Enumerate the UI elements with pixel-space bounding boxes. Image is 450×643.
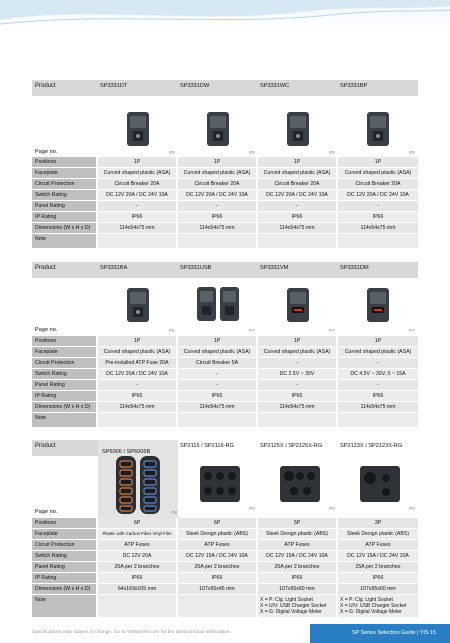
- cell-value: 1P: [213, 159, 221, 165]
- row-label: Faceplate: [35, 531, 58, 537]
- row-label: Switch Rating: [35, 192, 67, 198]
- cell-value: Plastic with Carbon Fiber Vinyl Film: [102, 531, 172, 536]
- product-image-sp2116: [200, 466, 240, 502]
- cell-value: 114x54x75 mm: [279, 225, 315, 231]
- product-label: Product: [35, 83, 56, 89]
- cell-value: Curved shaped plastic (ASA): [103, 170, 171, 176]
- cell-value: Sleek Design plastic (ABS): [347, 531, 409, 537]
- page-ref: P7: [329, 328, 335, 333]
- footer-page-label: SP Series Selection Guide | YIS 15: [352, 630, 436, 636]
- product-image-sp3331dm: [367, 288, 389, 322]
- cell-value: IP66: [372, 393, 384, 399]
- row-label: Circuit Protection: [35, 542, 75, 548]
- cell-value: 114x54x75 mm: [279, 404, 315, 410]
- note-line: X = G: Digital Voltage Meter: [340, 609, 402, 615]
- cell-value: IP66: [211, 214, 223, 220]
- ip-rating-row: [32, 391, 418, 401]
- cell-value: DC 12V 15A / DC 24V 10A: [266, 553, 328, 559]
- cell-value: IP66: [211, 575, 223, 581]
- cell-value: 25A per 2 branches: [194, 564, 240, 570]
- cell-value: 1P: [293, 338, 301, 344]
- cell-value: IP66: [131, 214, 143, 220]
- row-label: Dimensions (W x H x D): [35, 586, 91, 592]
- product-section-1: [32, 80, 418, 250]
- product-name: SP3331USB: [180, 265, 212, 271]
- page-ref: P7: [249, 328, 255, 333]
- row-label: Note: [35, 415, 46, 421]
- cell-value: Circuit Breaker 5A: [195, 360, 239, 366]
- cell-value: 114x54x75 mm: [119, 225, 155, 231]
- product-image-sp3331usb: [197, 286, 239, 322]
- circuit-protection-row: [32, 540, 418, 550]
- product-label: Product: [35, 443, 56, 449]
- page-ref: P8: [171, 510, 177, 515]
- cell-value: 1P: [133, 159, 141, 165]
- cell-value: Sleek Design plastic (ABS): [266, 531, 328, 537]
- cell-value: DC 12V 20A / DC 24V 10A: [186, 192, 248, 198]
- cell-value: Pre-installed ATP Fuse 20A: [105, 360, 169, 366]
- cell-value: IP66: [291, 393, 303, 399]
- product-image-sp6006: [116, 456, 162, 514]
- cell-value: IP66: [372, 214, 384, 220]
- panel-rating-row: [32, 380, 418, 390]
- footer-disclaimer: Specifications may subject to change. Go to YISMarine.com for the latest product information.: [32, 630, 231, 635]
- page-ref: P7: [409, 328, 415, 333]
- note-row: [32, 595, 418, 617]
- cell-value: Circuit Breaker 20A: [114, 181, 160, 187]
- product-image-sp3331dw: [207, 112, 229, 146]
- switch-rating-row: [32, 369, 418, 379]
- cell-value: -: [377, 382, 379, 388]
- faceplate-row: [32, 529, 418, 539]
- cell-value: IP66: [291, 214, 303, 220]
- ip-rating-row: [32, 573, 418, 583]
- cell-value: 25A per 2 branches: [274, 564, 320, 570]
- circuit-protection-row: [32, 358, 418, 368]
- circuit-protection-row: [32, 179, 418, 189]
- product-name: SP2125X / SP2125X-RG: [260, 443, 323, 449]
- cell-value: Circuit Breaker 20A: [274, 181, 320, 187]
- row-label: Dimensions (W x H x D): [35, 404, 91, 410]
- cell-value: DC 12V 15A / DC 24V 10A: [347, 553, 409, 559]
- row-label: Circuit Protection: [35, 360, 75, 366]
- positions-row: [32, 336, 418, 346]
- row-label: Positions: [35, 338, 57, 344]
- cell-value: Curved shaped plastic (ASA): [263, 170, 331, 176]
- cell-value: Curved shaped plastic (ASA): [263, 349, 331, 355]
- cell-value: 114x54x75 mm: [199, 404, 235, 410]
- cell-value: 25A per 2 branches: [355, 564, 401, 570]
- cell-value: 6P: [133, 520, 141, 526]
- cell-value: 64x169x105 mm: [117, 586, 157, 592]
- cell-value: -: [296, 382, 298, 388]
- cell-value: 1P: [374, 159, 382, 165]
- cell-value: IP66: [131, 393, 143, 399]
- cell-value: Circuit Breaker 20A: [355, 181, 401, 187]
- cell-value: -: [377, 203, 379, 209]
- product-name: SP3331BP: [340, 83, 368, 89]
- note-line: X = U/V: USB Charger Socket: [260, 603, 327, 609]
- row-label: IP Rating: [35, 575, 57, 581]
- cell-value: 107x95x60 mm: [279, 586, 315, 592]
- cell-value: ATP Fuses: [284, 542, 310, 548]
- page-no-label: Page no.: [35, 327, 58, 333]
- top-wave-band: [0, 0, 450, 28]
- row-label: Panel Rating: [35, 203, 65, 209]
- positions-row: [32, 518, 418, 528]
- page-ref: P6: [169, 328, 175, 333]
- footer-page-tab: [310, 624, 450, 643]
- product-image-sp2125x: [280, 466, 320, 502]
- row-label: Panel Rating: [35, 564, 65, 570]
- page-ref: P9: [329, 506, 335, 511]
- note-row: [32, 234, 418, 248]
- cell-value: 6P: [213, 520, 221, 526]
- row-label: Positions: [35, 159, 57, 165]
- page-ref: P6: [329, 150, 335, 155]
- cell-value: Curved shaped plastic (ASA): [103, 349, 171, 355]
- cell-value: DC 12V 20A: [122, 553, 152, 559]
- note-line: X = P: Cig. Light Socket: [340, 597, 393, 603]
- dimensions-row: [32, 584, 418, 594]
- note-line: X = P: Cig. Light Socket: [260, 597, 313, 603]
- cell-value: Curved shaped plastic (ASA): [344, 349, 412, 355]
- row-label: Faceplate: [35, 170, 58, 176]
- product-name: SP3331DW: [180, 83, 210, 89]
- row-label: Switch Rating: [35, 371, 67, 377]
- row-label: Note: [35, 236, 46, 242]
- cell-value: ATP Fuses: [124, 542, 150, 548]
- cell-value: 1P: [374, 338, 382, 344]
- product-section-2: [32, 262, 418, 430]
- faceplate-row: [32, 347, 418, 357]
- product-name: SP3331BA: [100, 265, 128, 271]
- page-no-label: Page no.: [35, 149, 58, 155]
- cell-value: -: [216, 371, 218, 377]
- row-label: Faceplate: [35, 349, 58, 355]
- cell-value: IP66: [211, 393, 223, 399]
- section-header: [32, 440, 98, 456]
- cell-value: Curved shaped plastic (ASA): [183, 170, 251, 176]
- cell-value: 114x54x75 mm: [199, 225, 235, 231]
- panel-rating-row: [32, 201, 418, 211]
- note-line: X = G: Digital Voltage Meter: [260, 609, 322, 615]
- cell-value: -: [136, 382, 138, 388]
- product-section-3: [32, 440, 418, 618]
- cell-value: 3P: [374, 520, 382, 526]
- page-ref: P6: [169, 150, 175, 155]
- note-line: X = U/V: USB Charger Socket: [340, 603, 407, 609]
- cell-value: DC 12V 20A / DC 24V 10A: [106, 192, 168, 198]
- product-image-sp2123x: [360, 466, 400, 502]
- product-image-sp3331vm: [287, 288, 309, 322]
- cell-value: 114x54x75 mm: [119, 404, 155, 410]
- cell-value: DC 2.5V ~ 30V: [279, 371, 315, 377]
- switch-rating-row: [32, 190, 418, 200]
- cell-value: 114x54x75 mm: [360, 225, 396, 231]
- cell-value: DC 4.5V ~ 30V, 0 ~ 15A: [350, 371, 406, 377]
- cell-value: -: [377, 360, 379, 366]
- page-ref: P9: [409, 506, 415, 511]
- product-name: SP3331WC: [260, 83, 290, 89]
- cell-value: 1P: [133, 338, 141, 344]
- product-image-sp3331dt: [127, 112, 149, 146]
- cell-value: Sleek Design plastic (ABS): [186, 531, 248, 537]
- cell-value: IP66: [372, 575, 384, 581]
- positions-row: [32, 157, 418, 167]
- cell-value: -: [216, 203, 218, 209]
- cell-value: DC 12V 15A / DC 24V 10A: [186, 553, 248, 559]
- cell-value: ATP Fuses: [204, 542, 230, 548]
- row-label: Switch Rating: [35, 553, 67, 559]
- cell-value: -: [216, 382, 218, 388]
- cell-value: DC 12V 20A / DC 24V 10A: [266, 192, 328, 198]
- cell-value: -: [296, 360, 298, 366]
- panel-rating-row: [32, 562, 418, 572]
- cell-value: 5P: [293, 520, 301, 526]
- cell-value: DC 12V 20A / DC 24V 10A: [106, 371, 168, 377]
- product-image-sp3331ba: [127, 288, 149, 322]
- product-label: Product: [35, 265, 56, 271]
- row-label: IP Rating: [35, 393, 57, 399]
- product-name: SP3331DM: [340, 265, 369, 271]
- dimensions-row: [32, 223, 418, 233]
- page-ref: P6: [409, 150, 415, 155]
- note-row: [32, 413, 418, 427]
- cell-value: -: [296, 203, 298, 209]
- cell-value: Circuit Breaker 20A: [194, 181, 240, 187]
- cell-value: Curved shaped plastic (ASA): [344, 170, 412, 176]
- switch-rating-row: [32, 551, 418, 561]
- ip-rating-row: [32, 212, 418, 222]
- row-label: Positions: [35, 520, 57, 526]
- cell-value: 1P: [213, 338, 221, 344]
- row-label: IP Rating: [35, 214, 57, 220]
- cell-value: 107x95x45 mm: [199, 586, 235, 592]
- product-image-sp3331bp: [367, 112, 389, 146]
- faceplate-row: [32, 168, 418, 178]
- cell-value: Curved shaped plastic (ASA): [183, 349, 251, 355]
- cell-value: DC 12V 20A / DC 24V 10A: [347, 192, 409, 198]
- cell-value: ATP Fuses: [365, 542, 391, 548]
- page-ref: P9: [249, 506, 255, 511]
- cell-value: 1P: [293, 159, 301, 165]
- cell-value: IP66: [131, 575, 143, 581]
- product-name: SP3331VM: [260, 265, 289, 271]
- cell-value: 107x95x60 mm: [360, 586, 396, 592]
- page-ref: P6: [249, 150, 255, 155]
- product-image-sp3331wc: [287, 112, 309, 146]
- row-label: Dimensions (W x H x D): [35, 225, 91, 231]
- cell-value: 25A per 2 branches: [114, 564, 160, 570]
- row-label: Panel Rating: [35, 382, 65, 388]
- dimensions-row: [32, 402, 418, 412]
- row-label: Note: [35, 597, 46, 603]
- product-name: SP3331DT: [100, 83, 128, 89]
- product-name: SP2123X / SP2123X-RG: [340, 443, 403, 449]
- row-label: Circuit Protection: [35, 181, 75, 187]
- cell-value: 114x54x75 mm: [360, 404, 396, 410]
- cell-value: IP66: [291, 575, 303, 581]
- cell-value: -: [136, 203, 138, 209]
- product-name: SP2116 / SP2116-RG: [180, 443, 234, 449]
- product-name: SP6006 / SP6006B: [102, 449, 151, 455]
- page-no-label: Page no.: [35, 509, 58, 515]
